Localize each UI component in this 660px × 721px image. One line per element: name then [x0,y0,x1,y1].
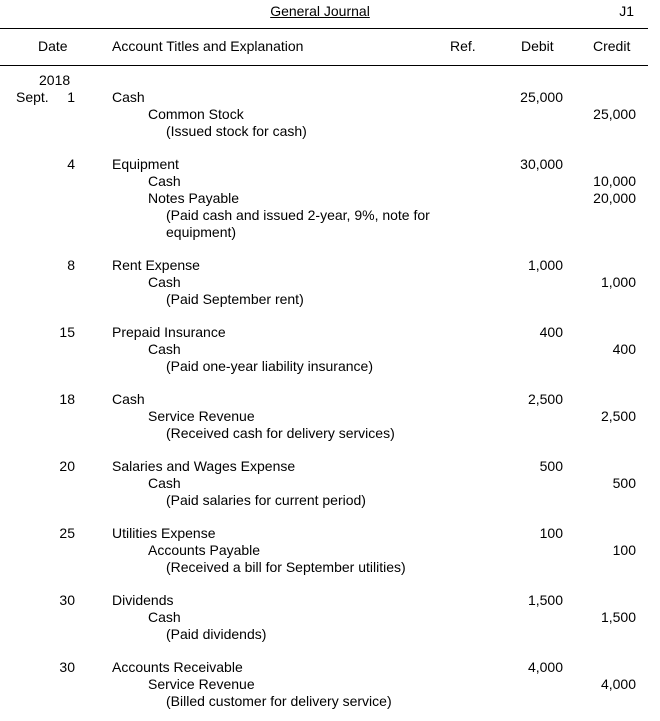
debit-account-title: Rent Expense [112,257,200,273]
entry-explanation: equipment) [166,224,237,240]
entry-date-day: 8 [67,257,75,273]
debit-amount: 100 [539,525,563,541]
debit-amount: 2,500 [527,391,563,407]
entry-date-day: 30 [59,592,75,608]
debit-amount: 25,000 [520,89,563,105]
credit-amount: 500 [612,475,636,491]
debit-account-title: Equipment [112,156,179,172]
credit-amount: 2,500 [600,408,636,424]
journal-title: General Journal [270,3,370,19]
entry-date-day: 20 [59,458,75,474]
header-ref: Ref. [450,38,476,54]
entry-explanation: (Paid one-year liability insurance) [166,358,373,374]
entry-explanation: (Received a bill for September utilities) [166,559,406,575]
entry-explanation: (Billed customer for delivery service) [166,693,392,709]
debit-amount: 1,500 [527,592,563,608]
debit-amount: 4,000 [527,659,563,675]
entry-date-day: 15 [59,324,75,340]
debit-amount: 1,000 [527,257,563,273]
journal-number: J1 [619,3,634,19]
entry-explanation: (Paid September rent) [166,291,304,307]
month-label: Sept. [16,89,49,105]
credit-account-title: Service Revenue [148,676,255,692]
credit-amount: 1,500 [600,609,636,625]
debit-account-title: Salaries and Wages Expense [112,458,296,474]
credit-amount: 400 [612,341,636,357]
credit-amount: 25,000 [593,106,636,122]
entry-explanation: (Paid cash and issued 2-year, 9%, note for [166,207,430,223]
header-bottom-rule [0,65,648,66]
credit-amount: 100 [612,542,636,558]
header-date: Date [38,38,68,54]
entry-explanation: (Paid dividends) [166,626,267,642]
credit-amount: 10,000 [593,173,636,189]
credit-account-title: Cash [148,341,181,357]
entry-date-day: 30 [59,659,75,675]
debit-account-title: Utilities Expense [112,525,216,541]
entry-date-day: 1 [67,89,75,105]
header-top-rule [0,28,648,29]
entry-date-day: 25 [59,525,75,541]
debit-amount: 500 [539,458,563,474]
credit-account-title: Service Revenue [148,408,255,424]
header-account: Account Titles and Explanation [112,38,304,54]
debit-account-title: Dividends [112,592,174,608]
debit-amount: 30,000 [520,156,563,172]
entry-explanation: (Received cash for delivery services) [166,425,395,441]
header-debit: Debit [521,38,554,54]
credit-account-title: Cash [148,173,181,189]
debit-amount: 400 [539,324,563,340]
credit-account-title: Common Stock [148,106,244,122]
debit-account-title: Prepaid Insurance [112,324,226,340]
debit-account-title: Accounts Receivable [112,659,243,675]
year-label: 2018 [39,72,71,88]
credit-account-title: Cash [148,475,181,491]
header-credit: Credit [593,38,631,54]
entry-date-day: 4 [67,156,75,172]
debit-account-title: Cash [112,89,145,105]
entry-explanation: (Paid salaries for current period) [166,492,366,508]
credit-amount: 4,000 [600,676,636,692]
credit-amount: 1,000 [600,274,636,290]
credit-account-title: Accounts Payable [148,542,261,558]
debit-account-title: Cash [112,391,145,407]
credit-account-title: Notes Payable [148,190,240,206]
credit-account-title: Cash [148,274,181,290]
entry-explanation: (Issued stock for cash) [166,123,307,139]
credit-account-title: Cash [148,609,181,625]
entry-date-day: 18 [59,391,75,407]
credit-amount: 20,000 [593,190,636,206]
